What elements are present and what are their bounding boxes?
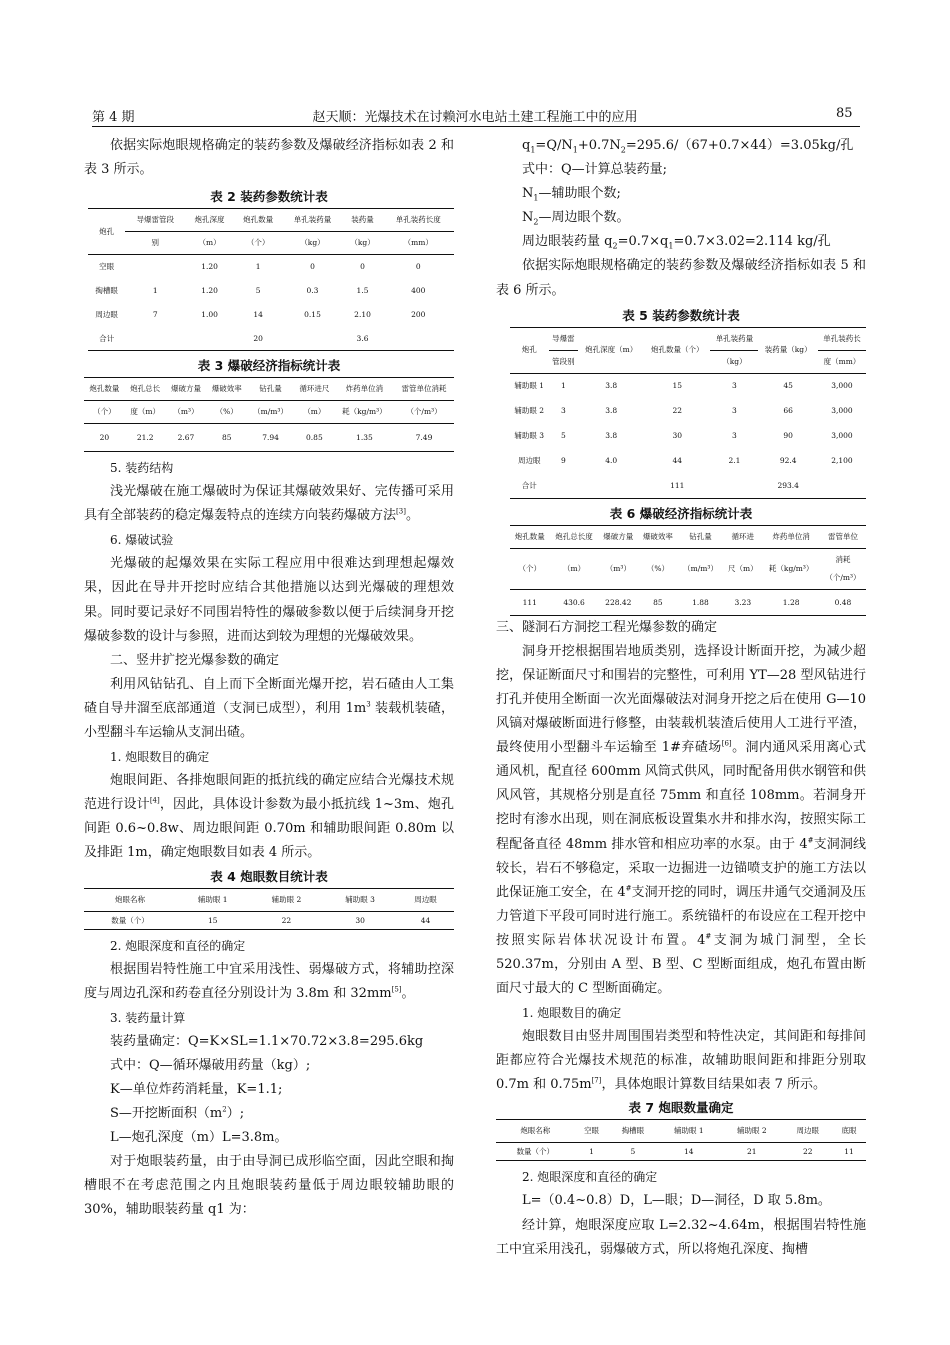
paragraph: 对于炮眼装药量，由于由导洞已成形临空面，因此空眼和掏槽眼不在考虑范围之内且炮眼装药量低于周边眼较辅助眼的 30%，辅助眼装药量 q1 为： (84, 1154, 454, 1218)
table-4 (84, 866, 454, 930)
paragraph: 依据实际炮眼规格确定的装药参数及爆破经济指标如表 2 和表 3 所示。 (84, 138, 454, 178)
table-cell: 44 (672, 456, 683, 466)
table-cell: 228.42 (605, 597, 632, 607)
table-cell: 22 (281, 915, 292, 925)
table-header: 空眼 (575, 1120, 609, 1143)
table-header: 炮孔 (88, 209, 125, 255)
table-header: 雷管单位 (820, 525, 866, 548)
table-cell: 0 (360, 262, 365, 272)
table-row (510, 473, 866, 498)
table-caption: 表 3 爆破经济指标统计表 (197, 358, 341, 374)
table-cell: 0.48 (834, 597, 852, 607)
table-cell: 5 (255, 286, 261, 296)
section-heading: 1. 炮眼数目的确定 (522, 1006, 622, 1021)
table-row (510, 373, 866, 398)
table-cell: 1 (589, 1147, 594, 1157)
table-cell: 2.67 (177, 433, 195, 443)
table-cell: 0.85 (306, 433, 323, 443)
table-row (88, 327, 454, 351)
table-cell: 0 (310, 262, 315, 272)
table-cell: 92.4 (779, 456, 797, 466)
table-header: 炮孔数量（个） (644, 327, 710, 373)
table-cell: 3.8 (605, 431, 618, 441)
table-cell: 7.49 (415, 433, 433, 443)
table-header: 炸药单位消 (335, 378, 394, 401)
table-cell (125, 255, 185, 279)
formula: 周边眼装药量 $q_2=0.7\times q_1=0.7\times 3.02=2.114$ kg/孔 (522, 234, 831, 251)
table-cell (185, 327, 234, 351)
table-cell (549, 473, 579, 498)
table-header: 循环进 (723, 525, 762, 548)
table-cell: 3.8 (605, 381, 618, 391)
table-cell: 1 (561, 381, 566, 391)
table-header: 钻孔量 (678, 525, 724, 548)
table-cell: 1 (152, 286, 158, 296)
table-header: 周边眼 (397, 888, 454, 911)
table-row (510, 398, 866, 423)
table-cell: 0 (415, 262, 421, 272)
paragraph: 根据围岩特性施工中宜采用浅性、弱爆破方式，将辅助控深度与周边孔深和药卷直径分别设计为 3.8m 和 32mm[5]。 (84, 961, 454, 1001)
table-cell: 111 (670, 480, 685, 490)
table-header: 炮孔总长 (125, 378, 166, 401)
table-cell (282, 327, 342, 351)
table-cell: 3.6 (356, 333, 369, 343)
table-2 (84, 186, 454, 351)
table-cell: 1 (255, 262, 261, 272)
table-cell: 5 (630, 1147, 636, 1157)
table-header: 尺（m） (723, 548, 762, 589)
table-cell: 0.15 (304, 310, 321, 320)
table-cell: 0.3 (306, 286, 319, 296)
table-header: 炮孔数量 (510, 525, 550, 548)
section-heading: 5. 装药结构 (110, 461, 174, 476)
table-header: 炮孔数量 (84, 378, 125, 401)
section-heading: 2. 炮眼深度和直径的确定 (110, 938, 246, 953)
table-cell: 14 (253, 310, 263, 320)
table-header: （kg） (710, 350, 758, 373)
table-cell: 15 (207, 915, 218, 925)
table-header: 炮孔 (510, 327, 549, 373)
table-cell: 3.8 (605, 406, 618, 416)
table-cell: 15 (672, 381, 683, 391)
table-cell: 周边眼 (518, 456, 541, 466)
table-cell: 7.94 (262, 433, 279, 443)
table-7 (496, 1097, 866, 1161)
formula: L=（0.4~0.8）D，L—眼；D—洞径，D 取 5.8m。 (522, 1193, 831, 1209)
table-header: 耗（kg/m³） (762, 548, 820, 589)
table-header: 掏槽眼 (608, 1120, 657, 1143)
table-header: 装药量 (343, 209, 383, 232)
table-row (88, 279, 454, 303)
table-cell: 3,000 (831, 381, 853, 391)
table-header: （m） (550, 548, 599, 589)
table-header: 辅助眼 1 (176, 888, 250, 911)
table-header: （m） (185, 232, 234, 255)
paragraph: 浅光爆破在施工爆破时为保证其爆破效果好、完传播可采用具有全部装药的稳定爆轰特点的连续方向装药爆破方法[3]。 (84, 484, 454, 524)
table-3 (84, 355, 454, 452)
section-heading: 6. 爆破试验 (110, 533, 174, 548)
table-body (88, 255, 454, 351)
table-header: （%） (638, 548, 678, 589)
section-heading: 3. 装药量计算 (110, 1010, 186, 1025)
table-cell (383, 327, 454, 351)
table-caption: 表 6 爆破经济指标统计表 (609, 505, 753, 521)
paragraph: 洞身开挖根据围岩地质类别，选择设计断面开挖，为减少超挖，保证断面尺寸和围岩的完整性，可利用 YT—28 型风钻进行打孔并使用全断面一次光面爆破法对洞身开挖之后在使用 G—10 风镐对爆破断面进行修整，由装载机装渣后使用人工进行平渣，最终使用小型翻斗车运输至 1#弃碴场[6]。洞内通风采用离心式通风机，配直径 600mm 风筒式供风，同时配备用供水钢管和供风风管，其规格分别是直径 75mm 和直径 108mm。若洞身开挖时有渗水出现，则在洞底板设置集水井和排水沟，按照实际工程配备直径 48mm 排水管和相应功率的水泵。由于 4#支洞洞线较长，岩石不够稳定，采取一边掘进一边锚喷支护的施工方法以此保证施工安全，在 4#支洞开挖的同时，调压井通气交通洞及压力管道下平段可同时进行施工。系统锚杆的布设应在工程开挖中按照实际岩体状况设计布置。4#支洞为城门洞型，全长 520.37m，分别由 A 型、B 型、C 型断面组成，炮孔布置由断面尺寸最大的 C 型断面确定。 (496, 643, 866, 997)
table-cell: 3 (732, 381, 737, 391)
formula: L—炮孔深度（m）L=3.8m。 (110, 1130, 288, 1146)
table-cell: 1.20 (201, 286, 218, 296)
table-header: 炮孔深度 (185, 209, 234, 232)
table-cell: 1.00 (201, 310, 218, 320)
table-cell: 1.5 (356, 286, 369, 296)
table-cell: 3 (732, 431, 737, 441)
table-cell: 200 (411, 310, 426, 320)
table-body (510, 373, 866, 498)
table-header: 度（mm） (818, 350, 866, 373)
table-header: 爆破方量 (599, 525, 639, 548)
table-5 (496, 305, 866, 499)
table-cell: 9 (561, 456, 566, 466)
running-title: 赵天顺：光爆技术在讨赖河水电站土建工程施工中的应用 (312, 110, 638, 125)
table-cell (578, 473, 644, 498)
issue-number: 第 4 期 (92, 110, 135, 125)
table-cell: 11 (844, 1147, 854, 1157)
table-header: 炮孔总长度 (550, 525, 599, 548)
table-header: 耗（kg/m³） (335, 401, 394, 424)
header-rule (92, 126, 860, 127)
table-cell: 20 (99, 433, 110, 443)
table-cell: 1.35 (356, 433, 373, 443)
table-row (88, 303, 454, 327)
table-header: 辅助眼 1 (657, 1120, 720, 1143)
table-header: 装药量（kg） (758, 327, 817, 373)
table-header: 辅助眼 2 (720, 1120, 783, 1143)
table-header: （mm） (383, 232, 454, 255)
table-cell (125, 327, 185, 351)
table-header: 炸药单位消 (762, 525, 820, 548)
table-cell: 掏槽眼 (95, 286, 118, 296)
table-cell: 2,100 (831, 456, 853, 466)
table-caption: 表 4 炮眼数目统计表 (210, 868, 328, 884)
table-header: 循环进尺 (294, 378, 335, 401)
table-cell: 2.10 (354, 310, 371, 320)
table-row (88, 255, 454, 279)
paragraph: 依据实际炮眼规格确定的装药参数及爆破经济指标如表 5 和表 6 所示。 (496, 258, 866, 298)
table-header: （m³） (599, 548, 639, 589)
table-header: 管段别 (549, 350, 579, 373)
table-cell (818, 473, 866, 498)
table-header: 炮眼名称 (496, 1120, 575, 1143)
formula: $q_1=Q/N_1+0.7N_2=295.6/(67+0.7\times 44)=3.05kg/$孔 (522, 138, 854, 155)
paragraph: 利用风钻钻孔、自上而下全断面光爆开挖，岩石碴由人工集碴自导井溜至底部通道（支洞已成型），利用 $1m^3$ 装载机装碴，小型翻斗车运输从支洞出碴。 (84, 676, 454, 741)
paragraph: 经计算，炮眼深度应取 L=2.32~4.64m，根据围岩特性施工中宜采用浅孔，弱爆破方式，所以将炮孔深度、掏槽 (496, 1217, 866, 1257)
table-cell: 4.0 (605, 456, 618, 466)
table-cell: 合计 (99, 333, 115, 343)
table-cell: 90 (783, 431, 793, 441)
table-cell: 30 (672, 431, 683, 441)
table-header: （个） (234, 232, 283, 255)
table-header: 别 (125, 232, 185, 255)
table-cell: 22 (802, 1147, 813, 1157)
table-header: 辅助眼 2 (250, 888, 324, 911)
table-cell: 21 (747, 1147, 757, 1157)
section-heading: 2. 炮眼深度和直径的确定 (522, 1170, 658, 1185)
table-cell: 1.28 (782, 597, 800, 607)
paragraph: 光爆破的起爆效果在实际工程应用中很难达到理想起爆效果，因此在导井开挖时应结合其他措施以达到光爆破的理想效果。同时要记录好不同围岩特性的爆破参数以便于后续洞身开挖爆破参数的设计与参照，进而达到较为理想的光爆破效果。 (84, 556, 454, 644)
table-header: 雷管单位消耗 (394, 378, 454, 401)
formula: S—开挖断面积$(m^2)$; (110, 1105, 245, 1121)
table-row (510, 448, 866, 473)
formula: $N_2—$周边眼个数。 (522, 210, 630, 227)
table-caption: 表 7 炮眼数量确定 (628, 1100, 734, 1116)
table-header: 炮孔数量 (234, 209, 283, 232)
table-cell: 85 (221, 433, 232, 443)
table-header: 底眼 (832, 1120, 866, 1143)
table-header: 爆破效率 (206, 378, 247, 401)
page-number: 85 (836, 106, 853, 121)
table-header: 爆破方量 (166, 378, 207, 401)
table-cell: 2.1 (728, 456, 741, 466)
table-cell: 3.23 (734, 597, 752, 607)
right-column (496, 134, 866, 1262)
table-caption: 表 2 装药参数统计表 (210, 189, 328, 205)
table-header: 炮眼名称 (84, 888, 176, 911)
table-6 (496, 503, 866, 616)
table-header: （kg） (343, 232, 383, 255)
table-cell: 数量（个） (516, 1147, 555, 1157)
table-cell: 5 (561, 431, 566, 441)
table-cell: 合计 (521, 480, 537, 490)
table-header: （%） (206, 401, 247, 424)
table-cell: 430.6 (563, 597, 585, 607)
table-cell: 辅助眼 1 (514, 381, 545, 391)
table-header: 导爆雷 (549, 327, 579, 350)
paragraph: 炮眼间距、各排炮眼间距的抵抗线的确定应结合光爆技术规范进行设计[4]，因此，具体设计参数为最小抵抗线 1~3m、炮孔间距 0.6~0.8w、周边眼间距 0.70m 和辅助眼间距 0.80m 以及排距 1m，确定炮眼数目如表 4 所示。 (84, 773, 454, 861)
table-header: 单孔装药长 (818, 327, 866, 350)
table-header: 单孔装药量 (710, 327, 758, 350)
table-header: （kg） (282, 232, 342, 255)
table-cell: 3 (732, 406, 737, 416)
table-header: （个） (510, 548, 550, 589)
table-cell: 3,000 (831, 406, 853, 416)
table-cell: 111 (522, 597, 537, 607)
table-cell: 20 (253, 333, 263, 343)
table-cell: 44 (420, 915, 431, 925)
table-header: 辅助眼 3 (323, 888, 397, 911)
table-cell: 14 (684, 1147, 694, 1157)
table-cell: 85 (653, 597, 663, 607)
left-column (84, 134, 454, 1222)
table-header: 周边眼 (783, 1120, 832, 1143)
table-cell: 30 (355, 915, 365, 925)
table-cell: 辅助眼 3 (514, 431, 545, 441)
heading: 三、隧洞石方洞挖工程光爆参数的确定 (496, 619, 718, 635)
table-row (510, 423, 866, 448)
table-header: 钻孔量 (247, 378, 294, 401)
table-header: （m³） (166, 401, 207, 424)
table-cell: 21.2 (136, 433, 154, 443)
table-header: （m/m³） (247, 401, 294, 424)
table-header: （m） (294, 401, 335, 424)
table-header: 度（m） (125, 401, 166, 424)
table-header: 单孔装药量 (282, 209, 342, 232)
table-cell: 空眼 (99, 262, 115, 272)
heading: 二、竖井扩挖光爆参数的确定 (110, 652, 280, 668)
table-cell: 66 (783, 406, 793, 416)
table-cell: 7 (152, 310, 158, 320)
table-header: 单孔装药长度 (383, 209, 454, 232)
table-header: 爆破效率 (638, 525, 678, 548)
formula: $N_1—$辅助眼个数; (522, 186, 621, 203)
table-cell (710, 473, 758, 498)
table-cell: 数量（个） (111, 915, 149, 925)
formula: K—单位炸药消耗量，K=1.1; (110, 1081, 283, 1097)
formula: 式中：Q—计算总装药量; (522, 162, 668, 178)
table-header: 炮孔深度（m） (578, 327, 644, 373)
table-cell: 3,000 (831, 431, 853, 441)
table-cell: 1.20 (201, 262, 218, 272)
table-header: （个/m³） (394, 401, 454, 424)
table-header: 消耗 （个/m³） (820, 548, 866, 589)
formula: 式中：Q—循环爆破用药量（kg）; (110, 1057, 311, 1073)
formula: 装药量确定：Q=K×SL=1.1×70.72×3.8=295.6kg (110, 1033, 424, 1049)
table-header: （m/m³） (678, 548, 724, 589)
table-header: （个） (84, 401, 125, 424)
table-caption: 表 5 装药参数统计表 (622, 307, 740, 323)
table-cell: 辅助眼 2 (514, 406, 545, 416)
table-cell: 3 (561, 406, 566, 416)
table-cell: 45 (783, 381, 793, 391)
section-heading: 1. 炮眼数目的确定 (110, 750, 210, 765)
table-cell: 22 (672, 406, 683, 416)
paragraph: 炮眼数目由竖井周围围岩类型和特性决定，其间距和每排间距都应符合光爆技术规范的标准，故辅助眼间距和排距分别取 0.7m 和 0.75m[7]，具体炮眼计算数目结果如表 7 所示。 (496, 1029, 866, 1093)
table-cell: 1.88 (692, 597, 709, 607)
table-cell: 293.4 (777, 480, 799, 490)
table-header: 导爆雷管段 (125, 209, 185, 232)
table-cell: 400 (411, 286, 426, 296)
table-header-unit: （个/m³） (825, 572, 861, 582)
table-cell: 周边眼 (95, 310, 118, 320)
